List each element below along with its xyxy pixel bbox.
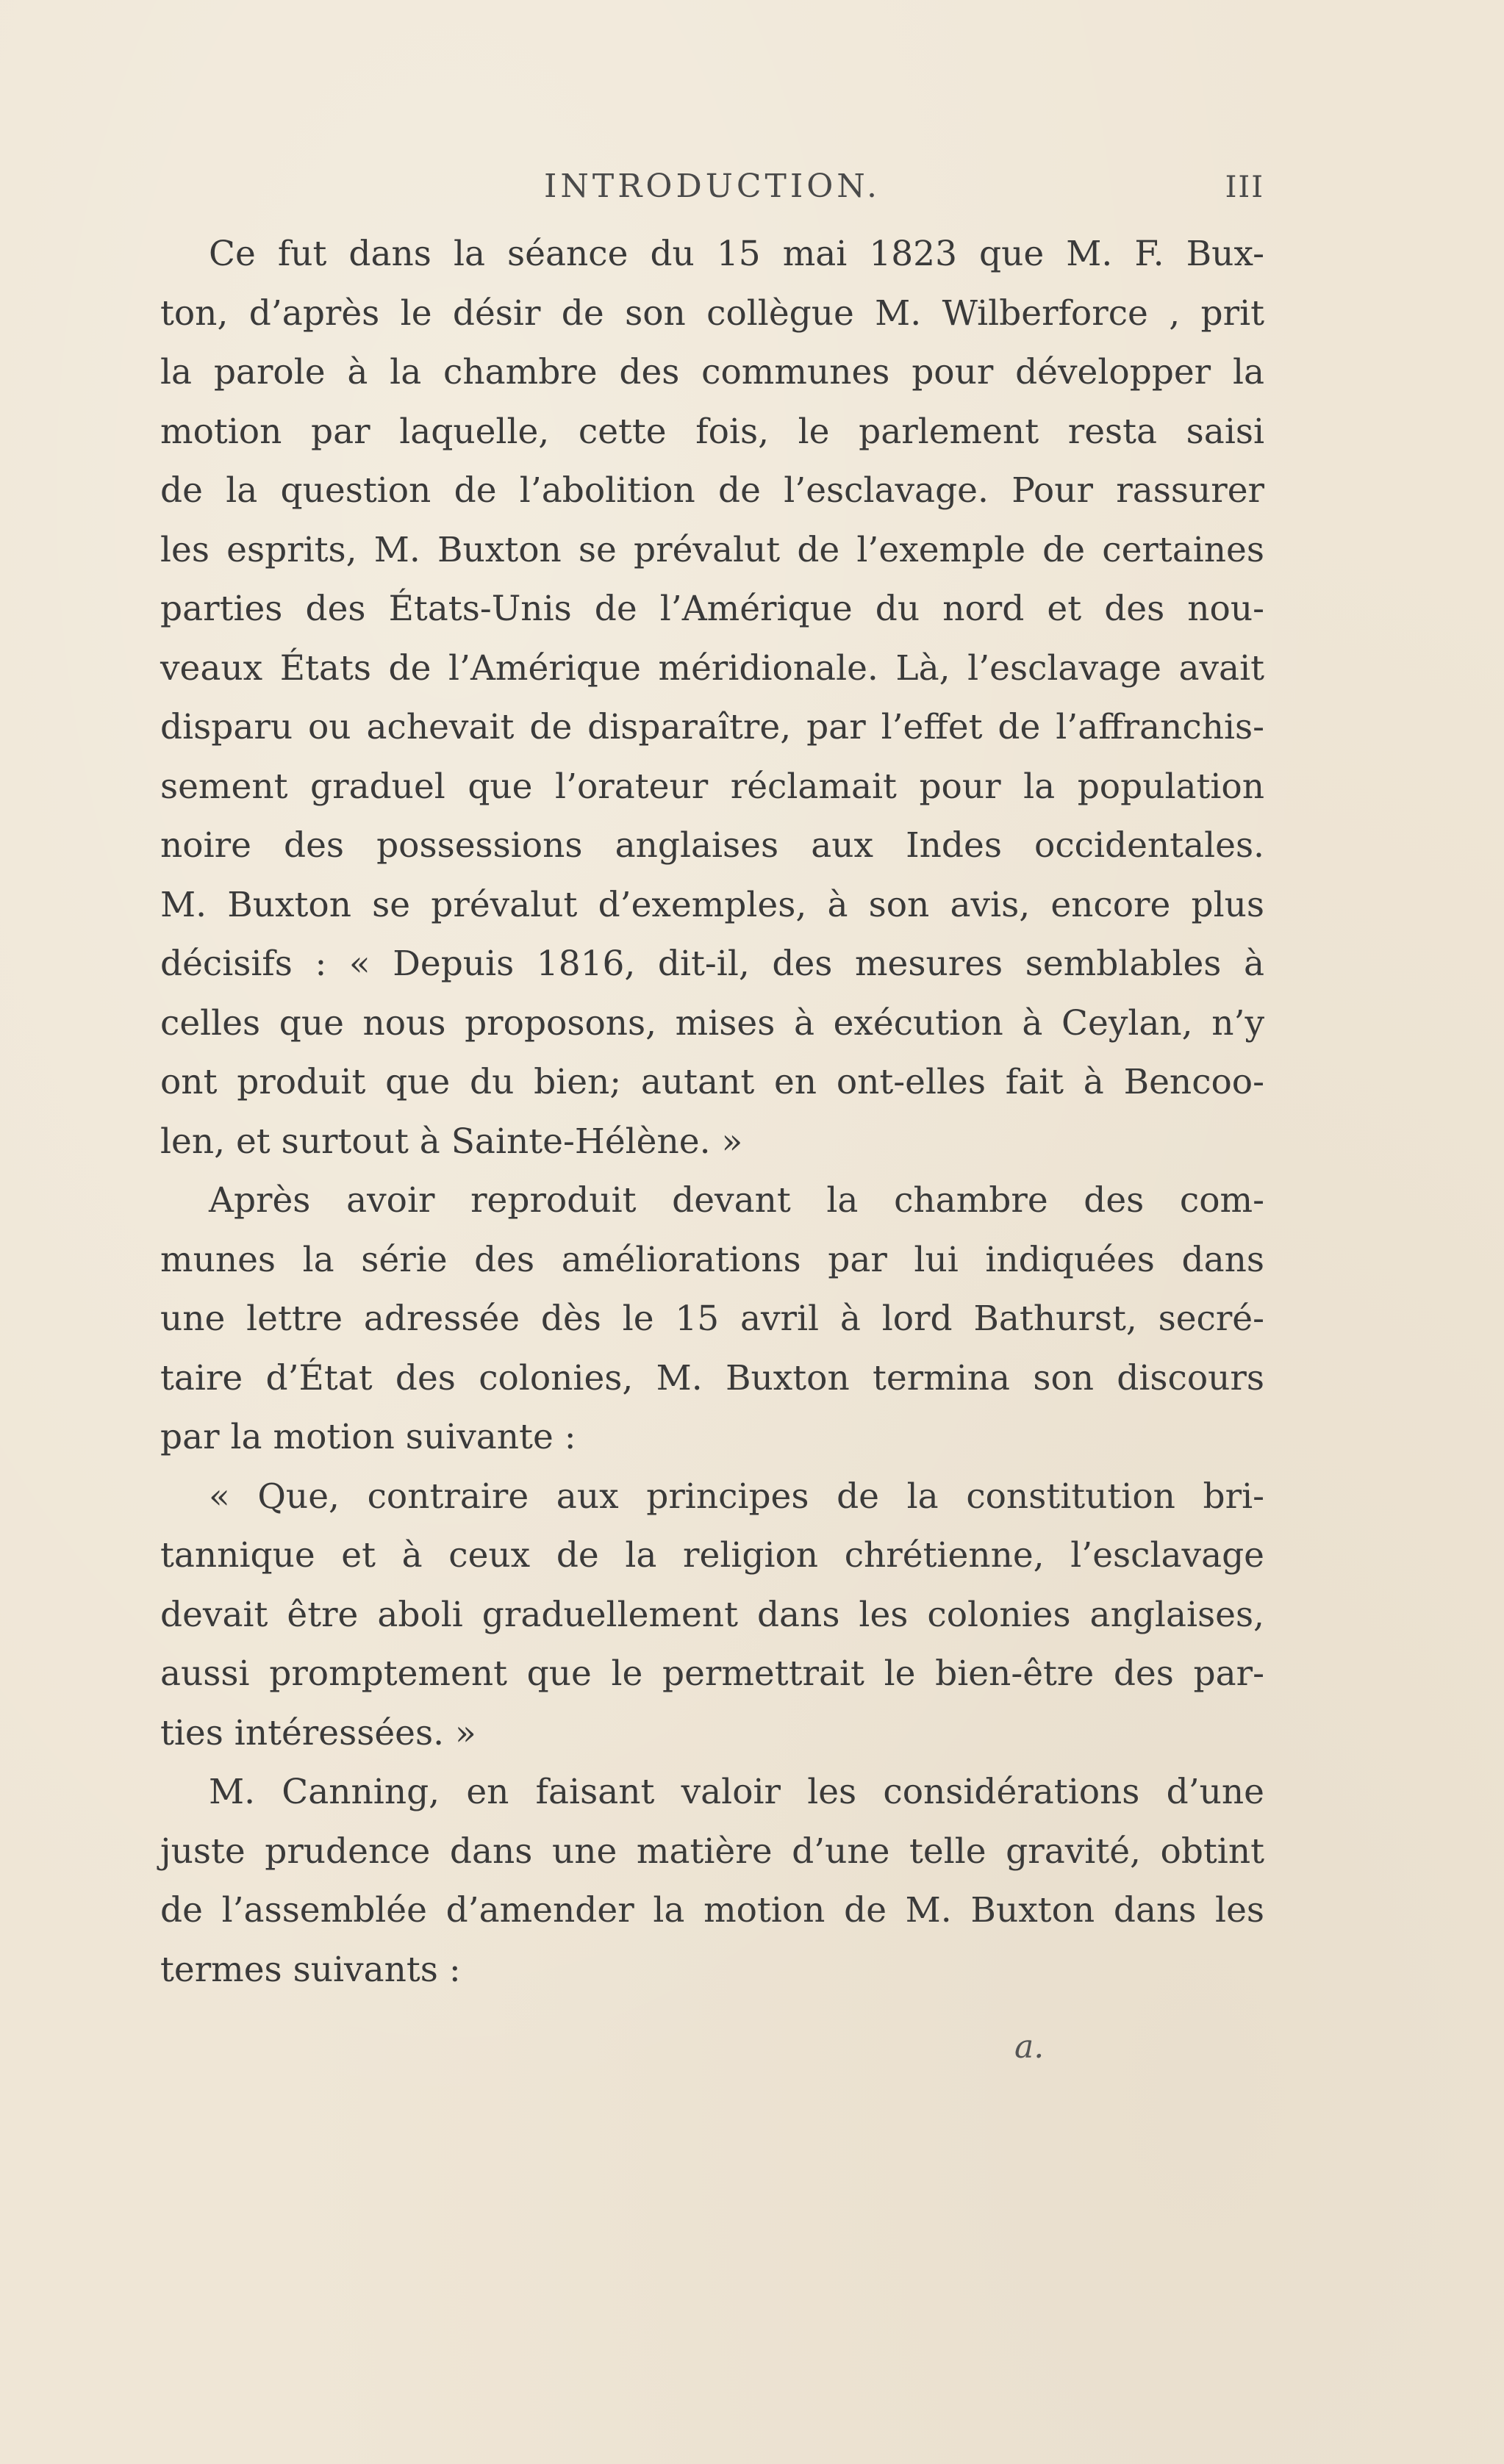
- text-line: de l’assemblée d’amender la motion de M. Buxton dans les: [160, 1890, 1264, 1930]
- text-line: tannique et à ceux de la religion chrétienne, l’esclavage: [160, 1535, 1264, 1576]
- text-line: « Que, contraire aux principes de la constitution bri-: [209, 1476, 1264, 1517]
- text-line: termes suivants :: [160, 1949, 461, 1990]
- text-line: len, et surtout à Sainte-Hélène. »: [160, 1121, 743, 1162]
- text-line: disparu ou achevait de disparaître, par l’effet de l’affranchis-: [160, 707, 1264, 747]
- text-line: taire d’État des colonies, M. Buxton termina son discours: [160, 1357, 1264, 1398]
- text-line: parties des États-Unis de l’Amérique du nord et des nou-: [160, 589, 1264, 629]
- text-line: M. Buxton se prévalut d’exemples, à son avis, encore plus: [160, 884, 1264, 925]
- text-line: Ce fut dans la séance du 15 mai 1823 que M. F. Bux-: [209, 234, 1264, 274]
- text-line: sement graduel que l’orateur réclamait pour la population: [160, 766, 1264, 807]
- text-line: munes la série des améliorations par lui indiquées dans: [160, 1239, 1264, 1280]
- text-line: de la question de l’abolition de l’esclavage. Pour rassurer: [160, 470, 1264, 511]
- text-line: la parole à la chambre des communes pour développer la: [160, 352, 1264, 392]
- text-line: ties intéressées. »: [160, 1712, 476, 1753]
- text-line: décisifs : « Depuis 1816, dit-il, des mesures semblables à: [160, 944, 1264, 984]
- text-line: devait être aboli graduellement dans les colonies anglaises,: [160, 1594, 1264, 1635]
- page-number: III: [1225, 170, 1264, 204]
- running-head: [160, 168, 1264, 212]
- text-body: [160, 225, 1264, 2000]
- running-title: INTRODUCTION.: [544, 168, 881, 205]
- text-line: M. Canning, en faisant valoir les considérations d’une: [209, 1772, 1264, 1812]
- text-line: les esprits, M. Buxton se prévalut de l’exemple de certaines: [160, 529, 1264, 570]
- text-line: noire des possessions anglaises aux Indes occidentales.: [160, 825, 1264, 866]
- text-line: Après avoir reproduit devant la chambre des com-: [209, 1180, 1264, 1221]
- text-line: motion par laquelle, cette fois, le parlement resta saisi: [160, 411, 1264, 452]
- text-line: par la motion suivante :: [160, 1417, 576, 1457]
- text-line: ont produit que du bien; autant en ont-elles fait à Bencoo-: [160, 1062, 1264, 1102]
- text-line: ton, d’après le désir de son collègue M. Wilberforce , prit: [160, 292, 1264, 334]
- signature-mark: a.: [1014, 2028, 1045, 2066]
- text-line: une lettre adressée dès le 15 avril à lord Bathurst, secré-: [160, 1299, 1264, 1339]
- text-line: juste prudence dans une matière d’une telle gravité, obtint: [160, 1831, 1264, 1872]
- text-line: aussi promptement que le permettrait le bien-être des par-: [160, 1653, 1264, 1694]
- text-line: veaux États de l’Amérique méridionale. Là, l’esclavage avait: [160, 647, 1264, 689]
- text-line: celles que nous proposons, mises à exécution à Ceylan, n’y: [160, 1002, 1264, 1044]
